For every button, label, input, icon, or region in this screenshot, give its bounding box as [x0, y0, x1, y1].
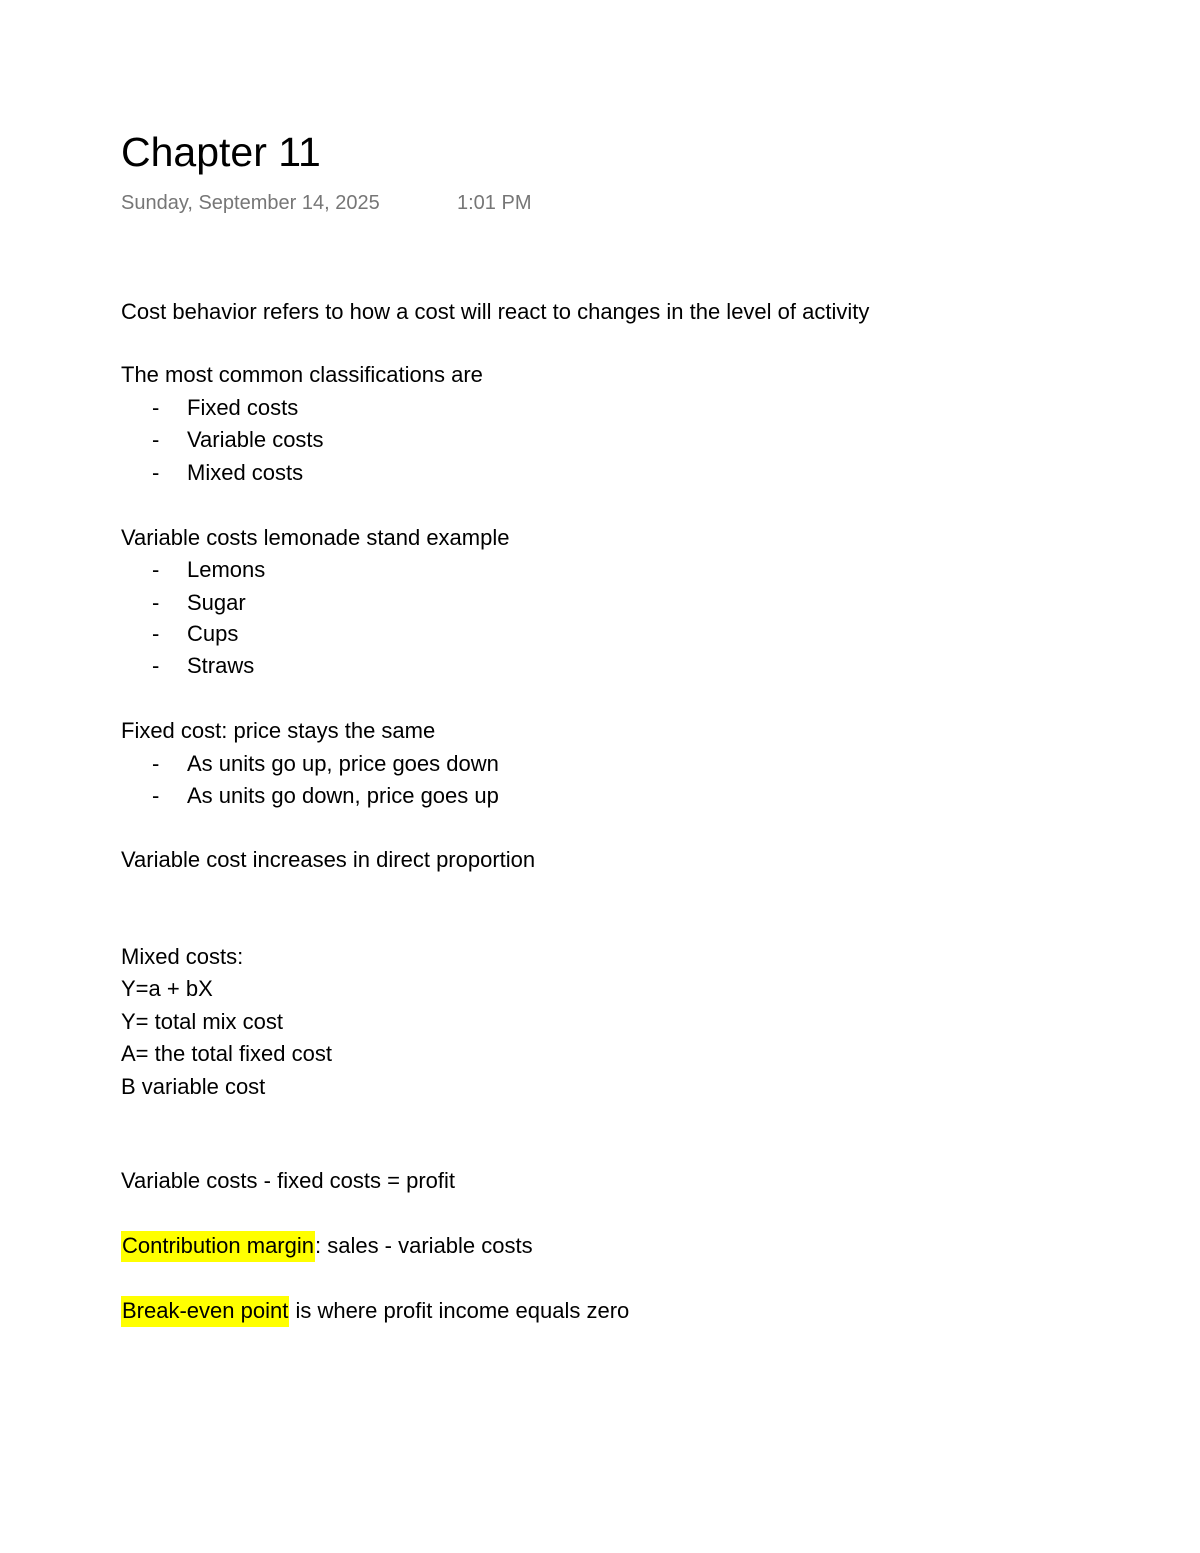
mixed-formula: Y=a + bX: [121, 976, 213, 1001]
list-item-text: As units go down, price goes up: [187, 783, 499, 808]
highlighted-term: Contribution margin: [121, 1231, 315, 1262]
note-date: Sunday, September 14, 2025: [121, 192, 380, 214]
list-item-text: Straws: [187, 653, 255, 678]
list-item-text: Mixed costs: [187, 460, 304, 485]
break-even-line: [121, 1296, 629, 1326]
fixed-cost-heading: Fixed cost: price stays the same: [121, 718, 436, 743]
bullet-dash: -: [152, 653, 160, 678]
mixed-costs-heading: Mixed costs:: [121, 944, 244, 969]
list-item-text: Fixed costs: [187, 395, 299, 420]
contribution-margin-line: [121, 1231, 533, 1261]
variable-cost-line: Variable cost increases in direct proportion: [121, 847, 536, 872]
bullet-dash: -: [152, 590, 160, 615]
break-even-definition: is where profit income equals zero: [289, 1298, 630, 1323]
bullet-dash: -: [152, 751, 160, 776]
bullet-dash: -: [152, 460, 160, 485]
mixed-y-definition: Y= total mix cost: [121, 1009, 284, 1034]
highlighted-term: Break-even point: [121, 1296, 289, 1327]
bullet-dash: -: [152, 395, 160, 420]
lemonade-heading: Variable costs lemonade stand example: [121, 525, 510, 550]
profit-line: Variable costs - fixed costs = profit: [121, 1168, 456, 1193]
contribution-margin-definition: : sales - variable costs: [314, 1233, 533, 1258]
bullet-dash: -: [152, 783, 160, 808]
intro-paragraph: Cost behavior refers to how a cost will react to changes in the level of activity: [121, 299, 870, 324]
list-item-text: Lemons: [187, 557, 266, 582]
list-item-text: Sugar: [187, 590, 246, 615]
mixed-b-definition: B variable cost: [121, 1074, 266, 1099]
list-item-text: Cups: [187, 621, 239, 646]
note-time: 1:01 PM: [457, 192, 532, 214]
mixed-a-definition: A= the total fixed cost: [121, 1041, 332, 1066]
bullet-dash: -: [152, 427, 160, 452]
classifications-heading: The most common classifications are: [121, 362, 483, 387]
page-title: Chapter 11: [121, 129, 321, 175]
bullet-dash: -: [152, 621, 160, 646]
bullet-dash: -: [152, 557, 160, 582]
list-item-text: As units go up, price goes down: [187, 751, 499, 776]
list-item-text: Variable costs: [187, 427, 324, 452]
